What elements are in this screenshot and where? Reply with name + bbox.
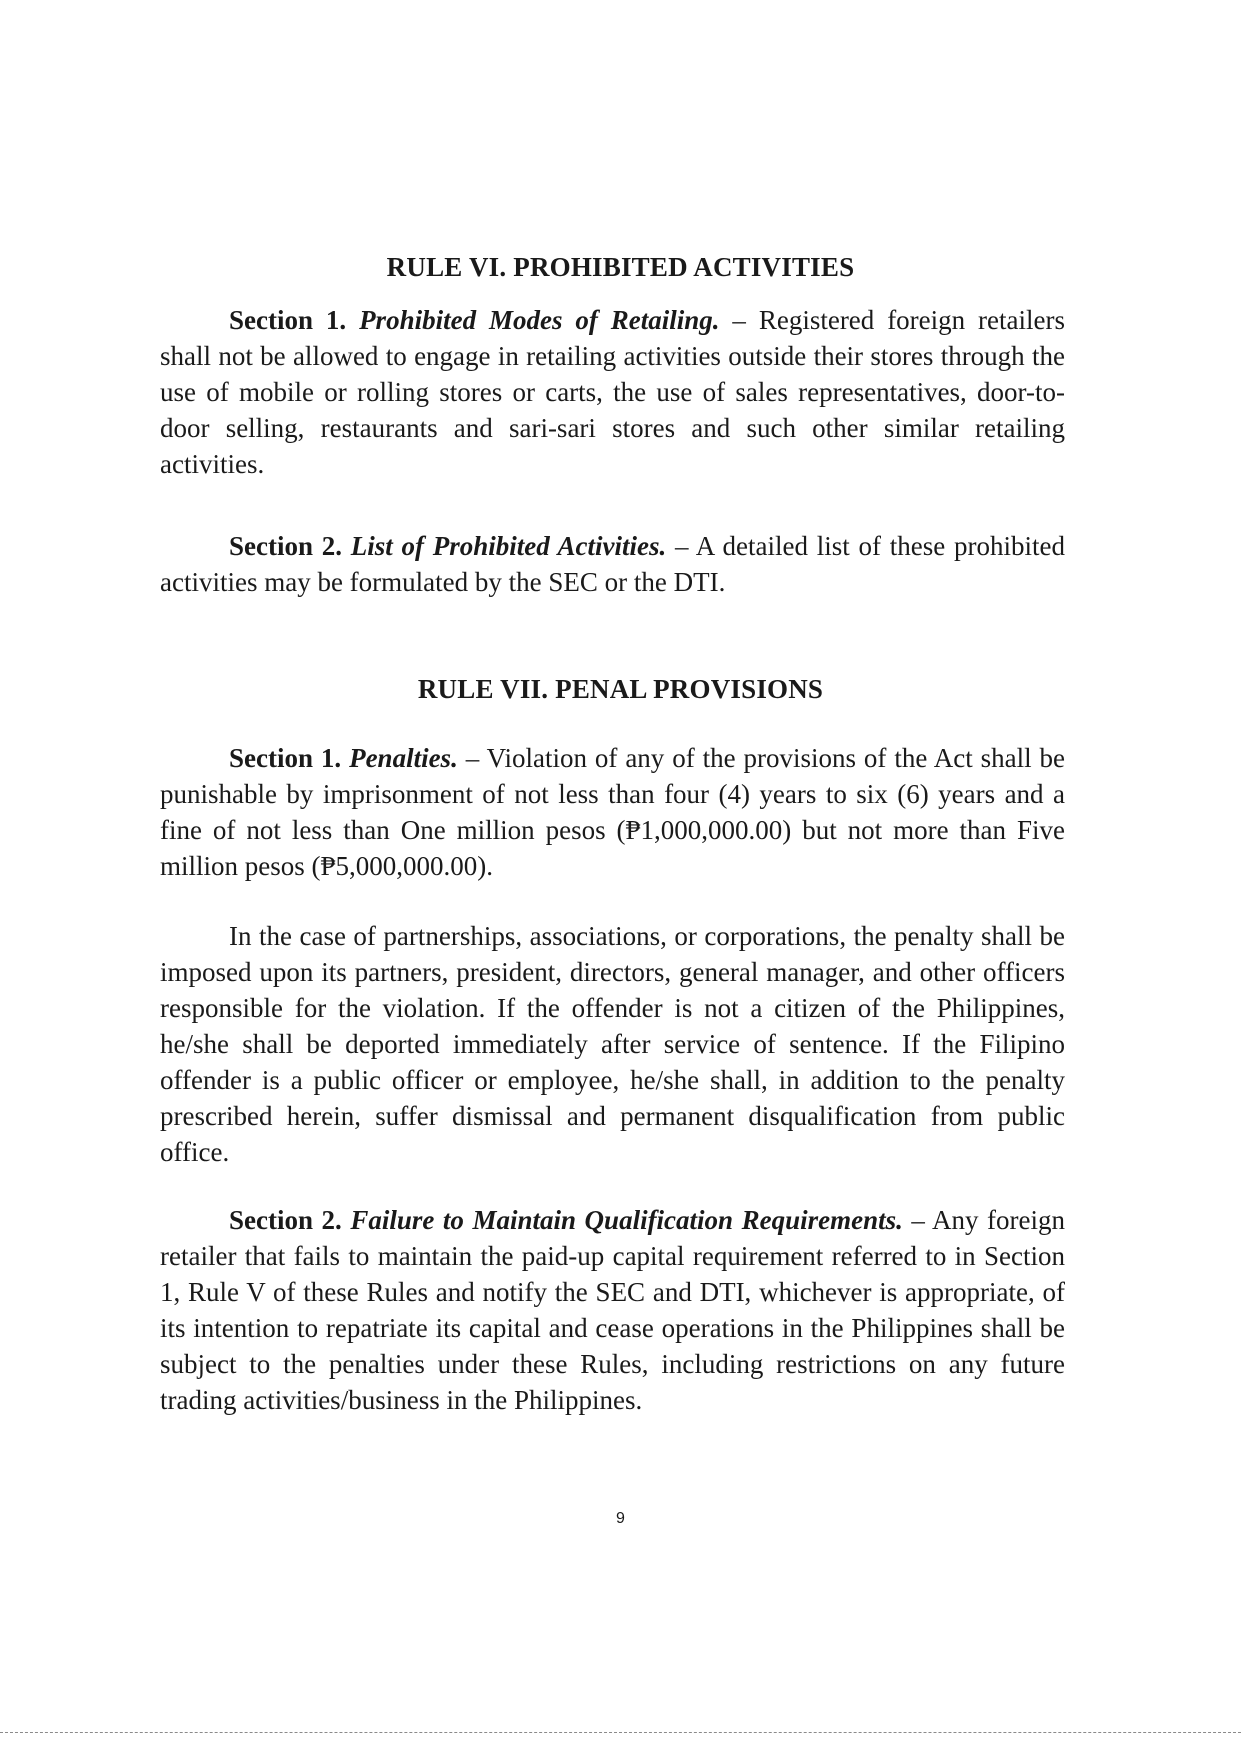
section-title: Prohibited Modes of Retailing.	[359, 305, 720, 335]
rule-vii-heading: RULE VII. PENAL PROVISIONS	[417, 674, 824, 704]
rule-vii-section-1-paragraph-2: In the case of partnerships, associations, or corporations, the penalty shall be imposed upon its partners, president, directors, general manager, and other officers responsible for the violation. If the offender is not a citizen of the Philippines, he/she shall be deported immediately after service of sentence. If the Filipino offender is a public officer or employee, he/she shall, in addition to the penalty prescribed herein, suffer dismissal and permanent disqualification from public office.	[160, 921, 1065, 1167]
section-text: – A detailed list of these prohibited activities may be formulated by the SEC or the DTI.	[160, 531, 1065, 597]
section-title: List of Prohibited Activities.	[350, 531, 667, 561]
section-text: – Registered foreign retailers shall not be allowed to engage in retailing activities outside their stores through the use of mobile or rolling stores or carts, the use of sales representatives, door-to-door selling, restaurants and sari-sari stores and such other similar retailing activities.	[160, 305, 1066, 479]
section-title: Penalties.	[349, 743, 458, 773]
section-label: Section 1.	[229, 305, 347, 335]
section-title: Failure to Maintain Qualification Requirements.	[350, 1205, 903, 1235]
rule-vi-section-1	[160, 302, 1065, 482]
rule-vi-section-2	[160, 528, 1065, 600]
section-label: Section 1.	[229, 743, 342, 773]
section-text: – Violation of any of the provisions of the Act shall be punishable by imprisonment of not less than four (4) years to six (6) years and a fine of not less than One million pesos (₱1,000,000.00) but not more than Five million pesos (₱5,000,000.00).	[160, 743, 1066, 881]
section-label: Section 2.	[229, 531, 342, 561]
section-label: Section 2.	[229, 1205, 342, 1235]
bottom-divider	[0, 1732, 1241, 1733]
rule-vi-heading: RULE VI. PROHIBITED ACTIVITIES	[386, 252, 855, 282]
section-text: – Any foreign retailer that fails to maintain the paid-up capital requirement referred to in Section 1, Rule V of these Rules and notify the SEC and DTI, whichever is appropriate, of its intention to repatriate its capital and cease operations in the Philippines shall be subject to the penalties under these Rules, including restrictions on any future trading activities/business in the Philippines.	[160, 1205, 1065, 1415]
rule-vii-section-1	[160, 740, 1065, 884]
page-number: 9	[616, 1510, 625, 1527]
rule-vii-section-2	[160, 1202, 1065, 1418]
